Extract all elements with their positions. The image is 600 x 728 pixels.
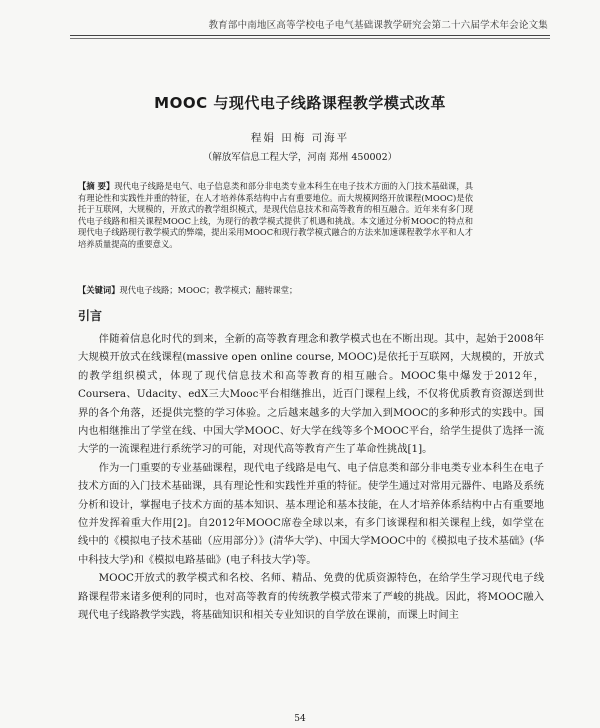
body-paragraph: 作为一门重要的专业基础课程，现代电子线路是电气、电子信息类和部分非电类专业本科生在电子技术方面的入门技术基础课，具有理论性和实践性并重的特征。使学生通过对常用元器件、电路及系统分析和设计，掌握电子技术方面的基本知识、基本理论和基本技能，在人才培养体系结构中占有重要地位并发挥着重大作用[2]。自2012年MOOC席卷全球以来，有多门该课程和相关课程上线，如学堂在线中的《模拟电子技术基础（应用部分）》(清华大学)、中国大学MOOC中的《模拟电子技术基础》(华中科技大学)和《模拟电路基础》(电子科技大学)等。 xyxy=(78,461,544,566)
body-paragraph: MOOC开放式的教学模式和名校、名师、精品、免费的优质资源特色，在给学生学习现代电子线路课程带来诸多便利的同时，也对高等教育的传统教学模式带来了严峻的挑战。因此，将MOOC融入现代电子线路教学实践，将基础知识和相关专业知识的自学放在课前，而课上时间主 xyxy=(78,572,544,622)
header-rule xyxy=(70,35,550,36)
author-list: 程娟 田梅 司海平 xyxy=(250,132,350,144)
article-title: MOOC 与现代电子线路课程教学模式改革 xyxy=(154,94,446,112)
abstract-text: 现代电子线路是电气、电子信息类和部分非电类专业本科生在电子技术方面的入门技术基础课，具有理论性和实践性并重的特征，在人才培养体系结构中占有重要地位。而大规模网络开放课程(MOOC)是依托于互联网，大规模的，开放式的教学组织模式，是现代信息技术和高等教育的相互融合。近年来有多门现代电子线路和相关课程MOOC上线，为现行的教学模式提供了机遇和挑战。本文通过分析MOOC的特点和现代电子线路现行教学模式的弊端，提出采用MOOC和现行教学模式融合的方法来加速课程教学水平和人才培养质量提高的重要意义。 xyxy=(78,181,473,249)
keywords xyxy=(78,285,473,297)
body-paragraph: 伴随着信息化时代的到来，全新的高等教育理念和教学模式也在不断出现。其中，起始于2008年大规模开放式在线课程(massive open online course, MOOC)是依托于互联网，大规模的，开放式的教学组织模式，体现了现代信息技术和高等教育的相互融合。MOOC集中爆发于2012年，Coursera、Udacity、edX三大Mooc平台相继推出，近百门课程上线，不仅将优质教育资源送到世界的各个角落，还提供完整的学习体验。之后越来越多的大学加入到MOOC的多种形式的实践中。国内也相继推出了学堂在线、中国大学MOOC、好大学在线等多个MOOC平台，给学生提供了选择一流大学的一流课程进行系统学习的可能，对现代高等教育产生了革命性挑战[1]。 xyxy=(78,333,544,456)
running-head: 教育部中南地区高等学校电子电气基础课教学研究会第二十六届学术年会论文集 xyxy=(208,20,548,31)
header-rule-thin xyxy=(70,38,550,39)
section-heading: 引言 xyxy=(78,309,103,323)
body-text xyxy=(78,330,544,625)
abstract-label: 【摘 要】 xyxy=(78,181,115,191)
keywords-text: 现代电子线路；MOOC；教学模式；翻转课堂； xyxy=(119,285,298,295)
author-affiliation: （解放军信息工程大学，河南 郑州 450002） xyxy=(202,152,398,163)
keywords-label: 【关键词】 xyxy=(78,285,120,295)
page-number: 54 xyxy=(294,714,306,724)
abstract xyxy=(78,181,473,251)
